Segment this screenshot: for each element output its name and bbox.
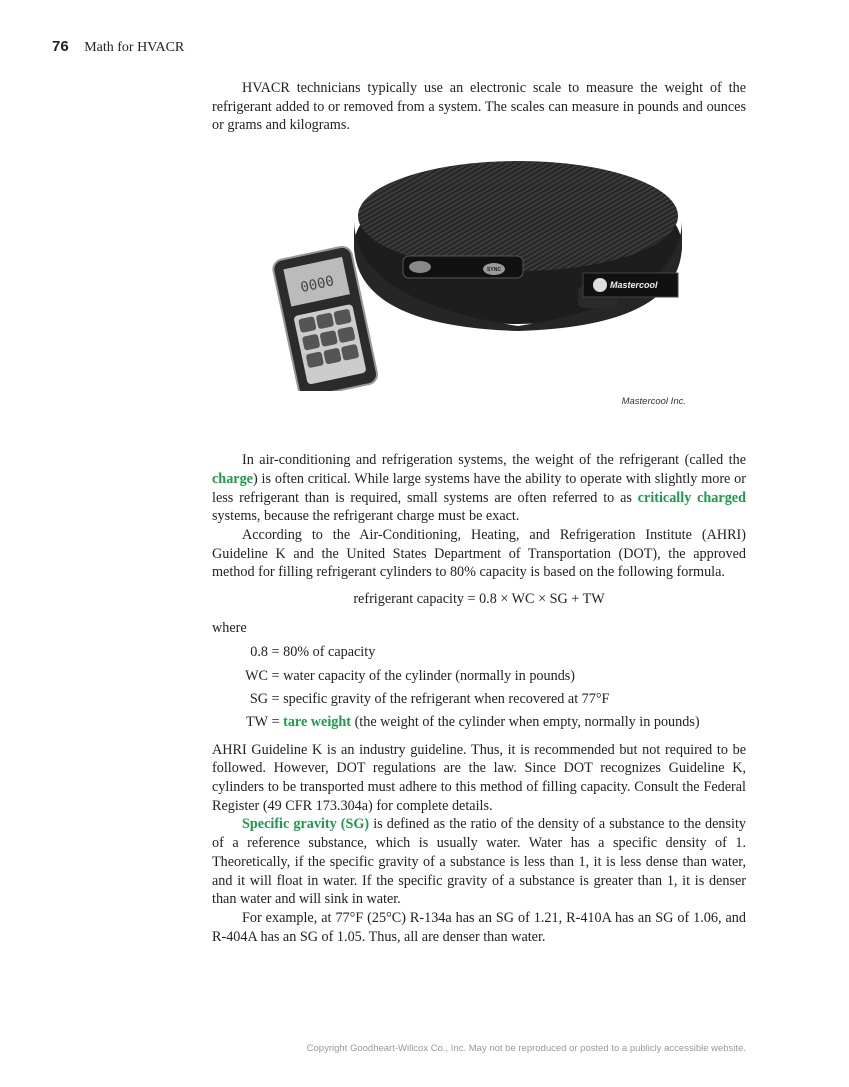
- running-header: [52, 38, 184, 56]
- def-eq: =: [268, 714, 284, 731]
- key-term-charge: charge: [212, 470, 253, 487]
- intro-paragraph: [212, 79, 746, 135]
- definition-item: [212, 688, 746, 711]
- def-text: specific gravity of the refrigerant when recovered at 77°F: [283, 691, 610, 708]
- body-section-1: [212, 451, 746, 582]
- def-eq: =: [268, 667, 284, 684]
- example-paragraph: For example, at 77°F (25°C) R-134a has an SG of 1.21, R-410A has an SG of 1.06, and R-404A has an SG of 1.05. Thus, all are denser than water.: [212, 909, 746, 945]
- text: In air-conditioning and refrigeration systems, the weight of the refrigerant (called the: [242, 452, 746, 469]
- def-term: 0.8: [250, 644, 268, 661]
- def-eq: =: [268, 644, 284, 661]
- definition-item: [212, 665, 746, 688]
- page-number: 76: [52, 38, 69, 55]
- def-term: SG: [249, 691, 268, 708]
- key-term-tare-weight: tare weight: [283, 714, 352, 731]
- formula-definitions: [212, 641, 746, 734]
- body-section-2: [212, 741, 746, 947]
- scale-display: 0000: [299, 273, 336, 297]
- def-term: WC: [245, 667, 268, 684]
- key-term-critically-charged: critically charged: [637, 489, 746, 506]
- def-text: 80% of capacity: [283, 644, 376, 661]
- def-text: (the weight of the cylinder when empty, normally in pounds): [351, 714, 700, 731]
- copyright-footer: Copyright Goodheart-Willcox Co., Inc. May not be reproduced or posted to a publicly accessible website.: [306, 1043, 746, 1054]
- figure-credit: Mastercool Inc.: [621, 396, 686, 408]
- text: systems, because the refrigerant charge must be exact.: [212, 508, 520, 525]
- brand-logo: Mastercool: [610, 280, 658, 291]
- figure: [212, 151, 746, 451]
- charge-paragraph: [212, 451, 746, 526]
- refrigerant-capacity-formula: refrigerant capacity = 0.8 × WC × SG + TW: [353, 591, 605, 608]
- electronic-scale-photo: [268, 151, 698, 391]
- guideline-paragraph: AHRI Guideline K is an industry guideline. Thus, it is recommended but not required to be followed. However, DOT regulations are the law. Since DOT recognizes Guideline K, cylinders to be transported must adhere to this method of filling capacity. Consult the Federal Register (49 CFR 173.304a) for complete details.: [212, 741, 746, 814]
- where-label: where: [212, 619, 247, 636]
- def-eq: =: [268, 691, 284, 708]
- definition-item: [212, 711, 746, 734]
- text: ) is often critical. While large systems have the ability to operate with slightly more or less refrigerant than is required, small systems are often referred to as: [212, 470, 746, 506]
- key-term-specific-gravity: Specific gravity (SG): [242, 816, 370, 833]
- main-column: [212, 79, 746, 946]
- def-term: TW: [245, 714, 268, 731]
- intro-text: HVACR technicians typically use an electronic scale to measure the weight of the refrigerant added to or removed from a system. The scales can measure in pounds and ounces or grams and kilograms.: [212, 80, 746, 134]
- def-text: water capacity of the cylinder (normally in pounds): [283, 667, 576, 684]
- running-title: Math for HVACR: [84, 40, 185, 55]
- ahri-paragraph: According to the Air-Conditioning, Heating, and Refrigeration Institute (AHRI) Guideline K and the United States Department of Transportation (DOT), the approved method for filling refrigerant cylinders to 80% capacity is based on the following formula.: [212, 526, 746, 581]
- definition-item: [212, 641, 746, 664]
- specific-gravity-paragraph: [212, 815, 746, 909]
- text: is defined as the ratio of the density of a substance to the density of a reference substance, which is usually water. Water has a specific density of 1. Theoretically, if the specific gravity of a substance is less than 1, it is less dense than water, and it will float in water. If the specific gravity of a substance is greater than 1, it is denser than water and will sink in water.: [212, 816, 746, 908]
- sync-label: SYNC: [487, 267, 501, 274]
